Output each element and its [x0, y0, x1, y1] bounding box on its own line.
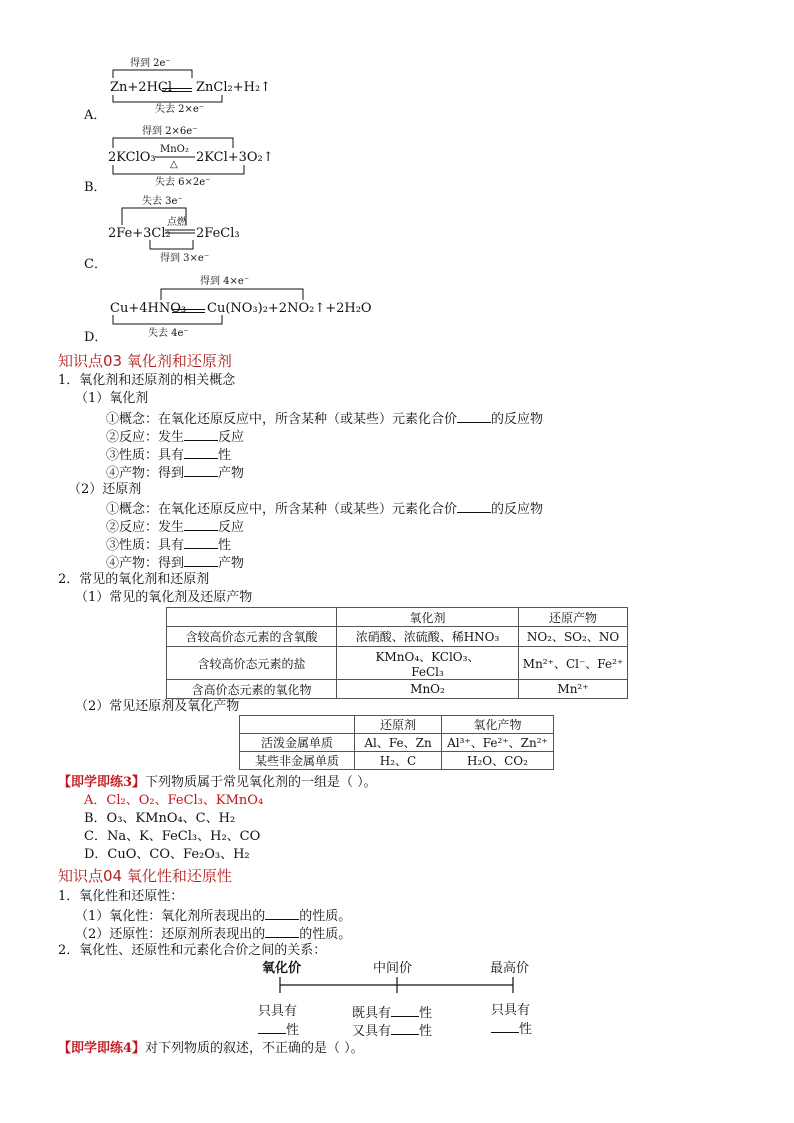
eq-d-gain: 得到 4×e⁻ — [200, 276, 250, 287]
oxidizing-definition: （1）氧化性：氧化剂所表现出的 的性质。 — [75, 909, 352, 924]
eq-b-lhs: 2KClO₃ — [108, 150, 156, 165]
eq-b-gain: 得到 2×6e⁻ — [142, 126, 198, 137]
scale-left-line1: 只具有 — [258, 1004, 298, 1019]
eq-d-lhs: Cu+4HNO₃ — [110, 301, 187, 316]
scale-left-line2: 性 — [258, 1021, 299, 1039]
scale-mid-label: 中间价 — [373, 961, 413, 976]
eq-c-loss: 失去 3e⁻ — [142, 196, 183, 207]
oxidant-product: ④产物：得到 产物 — [106, 466, 245, 481]
eq-d-rhs: Cu(NO₃)₂+2NO₂↑+2H₂O — [207, 301, 372, 316]
eq-b-loss: 失去 6×2e⁻ — [155, 177, 211, 188]
table1-cell: 含较高价态元素的含氧酸 — [167, 627, 337, 647]
option-d-label: D． — [84, 330, 108, 345]
oxidant-heading: （1）氧化剂 — [75, 391, 149, 406]
table2-cell: H₂O、CO₂ — [442, 752, 554, 770]
reducing-definition: （2）还原性：还原剂所表现出的 的性质。 — [75, 927, 352, 942]
scale-mid-line1: 既具有 性 — [352, 1006, 433, 1021]
table2-header-product: 氧化产物 — [442, 716, 554, 734]
table2-cell: Al³⁺、Fe²⁺、Zn²⁺ — [442, 734, 554, 752]
scale-mid-line2: 又具有 性 — [352, 1024, 433, 1039]
option-a-label: A． — [84, 108, 107, 123]
eq-a-loss: 失去 2×e⁻ — [155, 104, 205, 115]
table1-cell: KMnO₄、KClO₃、 FeCl₃ — [337, 647, 519, 680]
eq-a-lhs: Zn+2HCl — [110, 80, 173, 95]
eq-b-heat: △ — [170, 159, 178, 170]
eq-a-rhs: ZnCl₂+H₂↑ — [196, 80, 272, 95]
table1-cell: Mn²⁺ — [519, 680, 628, 699]
section4-p1: 1．氧化性和还原性： — [58, 889, 184, 904]
eq-b-rhs: 2KCl+3O₂↑ — [196, 150, 274, 165]
table1-header-oxidant: 氧化剂 — [337, 608, 519, 627]
reductant-property: ③性质：具有 性 — [106, 538, 232, 553]
table1-caption: （1）常见的氧化剂及还原产物 — [75, 590, 253, 605]
scale-right-line1: 只具有 — [491, 1003, 531, 1018]
reductant-product: ④产物：得到 产物 — [106, 556, 245, 571]
reductant-heading: （2）还原剂 — [68, 482, 142, 497]
table2-caption: （2）常见还原剂及氧化产物 — [75, 699, 240, 714]
table2-cell: 活泼金属单质 — [240, 734, 355, 752]
scale-high-label: 最高价 — [490, 961, 530, 976]
option-b-label: B． — [84, 180, 107, 195]
section3-title: 知识点03 氧化剂和还原剂 — [58, 352, 232, 370]
oxidant-property: ③性质：具有 性 — [106, 448, 232, 463]
reductant-concept: ①概念：在氧化还原反应中，所含某种（或某些）元素化合价 的反应物 — [106, 502, 544, 517]
table1-cell: 含较高价态元素的盐 — [167, 647, 337, 680]
practice3-question: 【即学即练3】下列物质属于常见氧化剂的一组是（ ）。 — [58, 775, 377, 790]
section4-title: 知识点04 氧化性和还原性 — [58, 867, 232, 885]
section3-p2: 2．常见的氧化剂和还原剂 — [58, 572, 210, 587]
scale-low-label: 氧化价 — [262, 961, 302, 976]
practice3-option-a: A．Cl₂、O₂、FeCl₃、KMnO₄ — [84, 793, 264, 808]
oxidant-reaction: ②反应：发生 反应 — [106, 430, 245, 445]
table2-header-reductant: 还原剂 — [355, 716, 442, 734]
table1-cell: NO₂、SO₂、NO — [519, 627, 628, 647]
section4-p2: 2．氧化性、还原性和元素化合价之间的关系： — [58, 943, 327, 958]
oxidant-concept: ①概念：在氧化还原反应中，所含某种（或某些）元素化合价 的反应物 — [106, 412, 544, 427]
eq-b-catalyst: MnO₂ — [160, 144, 189, 155]
eq-c-lhs: 2Fe+3Cl₂ — [108, 226, 171, 241]
table2-cell: Al、Fe、Zn — [355, 734, 442, 752]
eq-c-gain: 得到 3×e⁻ — [160, 253, 210, 264]
reductant-reaction: ②反应：发生 反应 — [106, 520, 245, 535]
option-c-label: C． — [84, 257, 107, 272]
eq-d-loss: 失去 4e⁻ — [148, 328, 189, 339]
section3-p1: 1．氧化剂和还原剂的相关概念 — [58, 373, 236, 388]
eq-c-rhs: 2FeCl₃ — [196, 226, 240, 241]
practice3-option-b: B．O₃、KMnO₄、C、H₂ — [84, 811, 236, 826]
table1-cell: MnO₂ — [337, 680, 519, 699]
table2-cell: 某些非金属单质 — [240, 752, 355, 770]
practice3-option-d: D．CuO、CO、Fe₂O₃、H₂ — [84, 847, 250, 862]
table1-cell: Mn²⁺、Cl⁻、Fe²⁺ — [519, 647, 628, 680]
table1-header-product: 还原产物 — [519, 608, 628, 627]
practice4-question: 【即学即练4】对下列物质的叙述，不正确的是（ ）。 — [58, 1041, 364, 1056]
table1-cell: 含高价态元素的氧化物 — [167, 680, 337, 699]
practice3-option-c: C．Na、K、FeCl₃、H₂、CO — [84, 829, 261, 844]
eq-a-gain: 得到 2e⁻ — [130, 58, 171, 69]
table2-cell: H₂、C — [355, 752, 442, 770]
table1-cell: 浓硝酸、浓硫酸、稀HNO₃ — [337, 627, 519, 647]
eq-c-condition: 点燃 — [167, 217, 187, 228]
scale-right-line2: 性 — [491, 1020, 532, 1038]
